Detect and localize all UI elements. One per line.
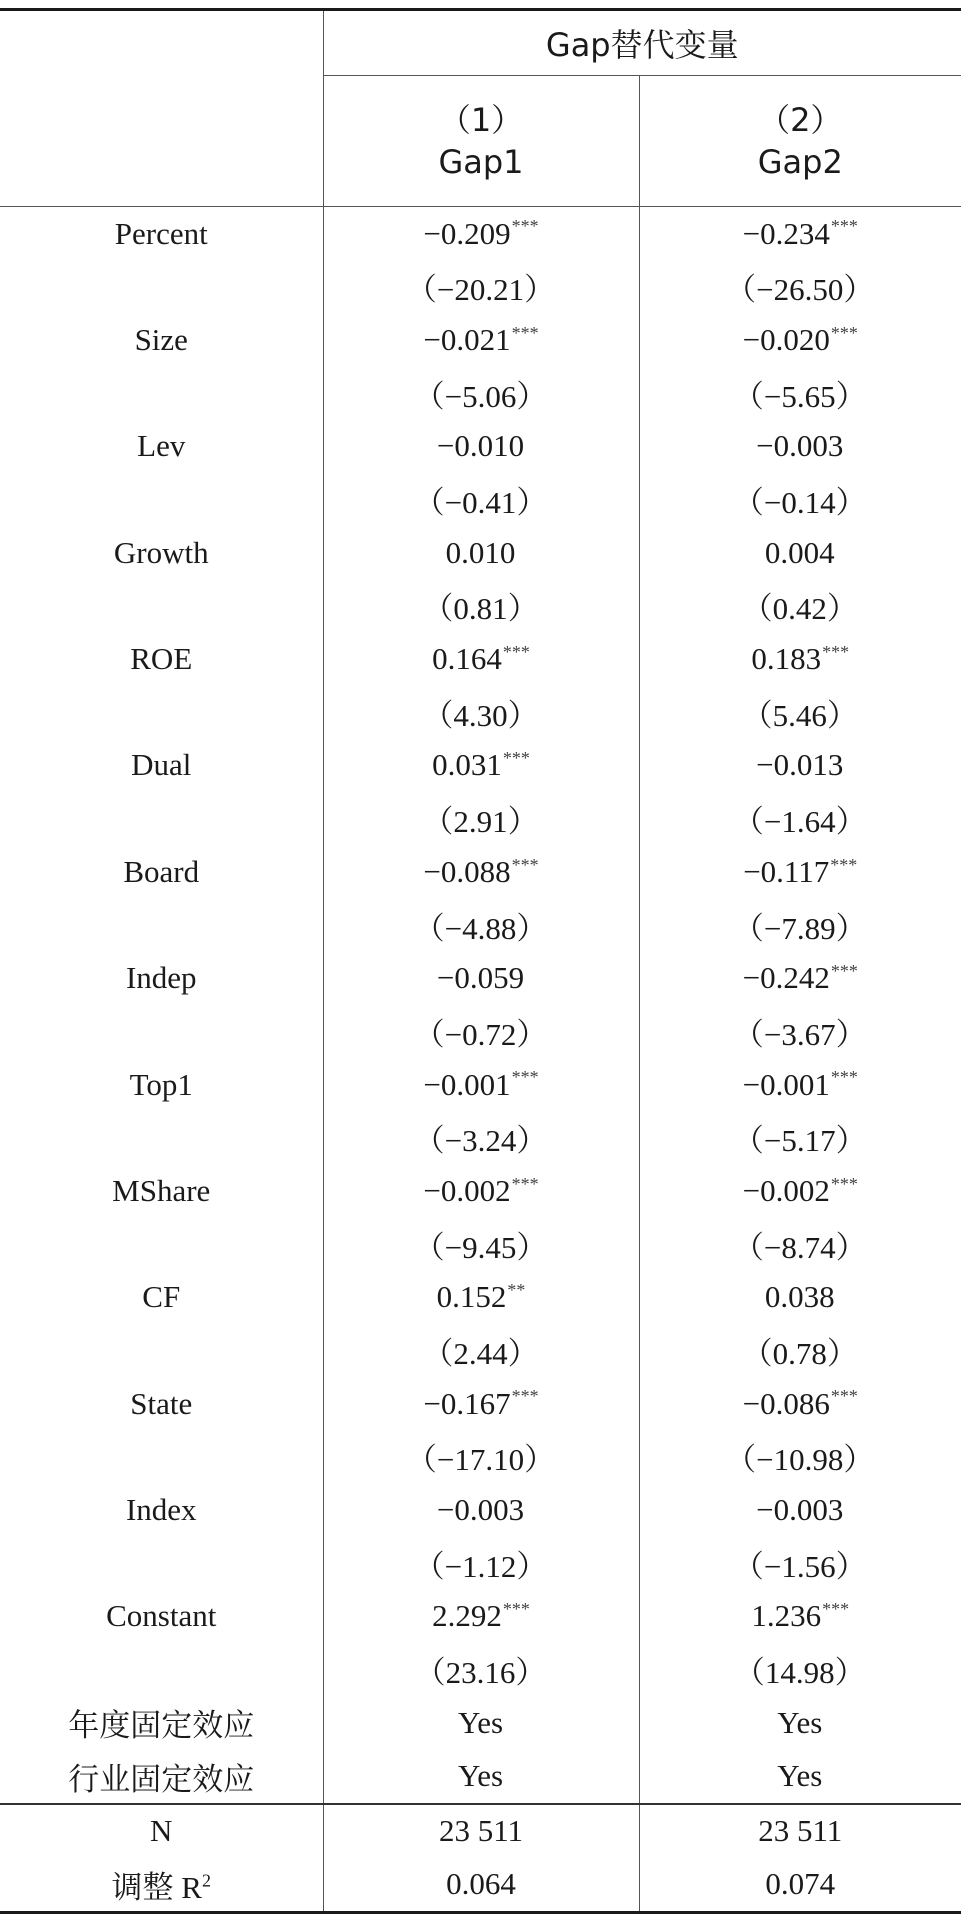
cell-col2 — [639, 1058, 961, 1111]
cell-col2-value: 0.038 — [765, 1279, 835, 1315]
significance-stars: *** — [822, 642, 849, 662]
footer-row — [0, 1858, 961, 1913]
cell-col2-value: （−0.14） — [733, 477, 867, 522]
table-row — [0, 260, 961, 313]
table-row — [0, 1164, 961, 1217]
row-label-value: CF — [142, 1279, 180, 1315]
cell-col1-value: 2.292 — [432, 1598, 502, 1634]
cell-col1 — [323, 313, 639, 366]
table-row — [0, 1324, 961, 1377]
row-label — [0, 1749, 323, 1803]
cell-col2-value: −0.234 — [743, 216, 830, 252]
column-name-2: Gap2 — [640, 141, 961, 183]
cell-col1 — [323, 1484, 639, 1537]
row-label — [0, 739, 323, 792]
cell-col2 — [639, 420, 961, 473]
cell-col1 — [323, 633, 639, 686]
cell-col2-value: Yes — [777, 1705, 822, 1741]
cell-col2 — [639, 686, 961, 739]
cell-col2 — [639, 1164, 961, 1217]
cell-col2 — [639, 739, 961, 792]
cell-col2-value: （−10.98） — [725, 1434, 874, 1479]
column-name-1: Gap1 — [324, 141, 639, 183]
row-label-value: Indep — [126, 960, 197, 996]
cell-col1 — [323, 1377, 639, 1430]
cell-col1-value: （−9.45） — [414, 1222, 548, 1267]
cell-col2 — [639, 473, 961, 526]
cell-col1-value: （−1.12） — [414, 1541, 548, 1586]
cell-col1-value: 0.152 — [437, 1279, 507, 1315]
footer-label-text: N — [150, 1813, 172, 1848]
row-label — [0, 898, 323, 951]
cell-col2-value: （5.46） — [742, 690, 858, 735]
row-label — [0, 792, 323, 845]
significance-stars: *** — [831, 1386, 858, 1406]
cell-col2 — [639, 367, 961, 420]
cell-col2-value: 0.004 — [765, 535, 835, 571]
cell-col2-value: Yes — [777, 1758, 822, 1794]
header-group-row — [0, 10, 961, 76]
cell-col2-value: −0.020 — [743, 322, 830, 358]
cell-col1-value: （0.81） — [422, 583, 538, 628]
table-row — [0, 898, 961, 951]
cell-col2-value: −0.003 — [756, 1492, 843, 1528]
cell-col1 — [323, 1749, 639, 1803]
cell-col1-value: 0.031 — [432, 747, 502, 783]
significance-stars: *** — [831, 323, 858, 343]
row-label-value: Growth — [114, 535, 209, 571]
table-row — [0, 1537, 961, 1590]
cell-col1-value: （−3.24） — [414, 1115, 548, 1160]
cell-col1-value: −0.003 — [437, 1492, 524, 1528]
table-row — [0, 686, 961, 739]
row-label-value: Constant — [106, 1598, 216, 1634]
footer-cell-col1-value: 23 511 — [439, 1813, 523, 1849]
row-label-value: ROE — [130, 641, 192, 677]
row-label-value: Lev — [137, 428, 185, 464]
cell-col2 — [639, 207, 961, 261]
cell-col2-value: （0.78） — [742, 1328, 858, 1373]
cell-col1-value: −0.001 — [423, 1067, 510, 1103]
cell-col1 — [323, 526, 639, 579]
cell-col2-value: （−1.56） — [733, 1541, 867, 1586]
row-label-value: Board — [123, 854, 199, 890]
cell-col2 — [639, 952, 961, 1005]
cell-col2 — [639, 526, 961, 579]
footer-cell-col2-value: 23 511 — [758, 1813, 842, 1849]
cell-col1-value: （2.91） — [422, 796, 538, 841]
cell-col2-value: （−3.67） — [733, 1009, 867, 1054]
cell-col1-value: 0.010 — [446, 535, 516, 571]
significance-stars: *** — [830, 855, 857, 875]
cell-col2 — [639, 260, 961, 313]
footer-cell-col1 — [323, 1804, 639, 1858]
significance-stars: *** — [831, 961, 858, 981]
row-label — [0, 1537, 323, 1590]
cell-col1-value: 0.164 — [432, 641, 502, 677]
cell-col2-value: （−5.65） — [733, 371, 867, 416]
cell-col1 — [323, 952, 639, 1005]
footer-cell-col2-value: 0.074 — [765, 1866, 835, 1902]
cell-col2-value: （−7.89） — [733, 903, 867, 948]
cell-col1 — [323, 1537, 639, 1590]
significance-stars: *** — [503, 748, 530, 768]
row-label — [0, 952, 323, 1005]
cell-col1 — [323, 1058, 639, 1111]
row-label — [0, 313, 323, 366]
cell-col1 — [323, 845, 639, 898]
significance-stars: *** — [512, 216, 539, 236]
table-row — [0, 1430, 961, 1483]
cell-col1-value: （−0.72） — [414, 1009, 548, 1054]
row-label — [0, 686, 323, 739]
regression-table — [0, 8, 961, 1914]
footer-cell-col2 — [639, 1858, 961, 1913]
table-row — [0, 739, 961, 792]
cell-col2 — [639, 1111, 961, 1164]
cell-col2 — [639, 1430, 961, 1483]
table-row — [0, 1271, 961, 1324]
cell-col1 — [323, 686, 639, 739]
column-header-1 — [323, 76, 639, 207]
row-label — [0, 1111, 323, 1164]
table-row — [0, 1749, 961, 1803]
significance-stars: *** — [512, 323, 539, 343]
significance-stars: *** — [512, 1386, 539, 1406]
table-row — [0, 792, 961, 845]
cell-col2 — [639, 1484, 961, 1537]
row-label-value: Size — [135, 322, 188, 358]
cell-col2 — [639, 313, 961, 366]
significance-stars: *** — [831, 1174, 858, 1194]
footer-label-text: 调整 R — [112, 1870, 202, 1905]
table-row — [0, 1218, 961, 1271]
cell-col1 — [323, 1218, 639, 1271]
cell-col1-value: Yes — [458, 1705, 503, 1741]
row-label — [0, 1430, 323, 1483]
row-label — [0, 473, 323, 526]
significance-stars: *** — [503, 1599, 530, 1619]
cell-col2 — [639, 1590, 961, 1643]
significance-stars: *** — [831, 1067, 858, 1087]
cell-col2-value: −0.242 — [743, 960, 830, 996]
cell-col2-value: 1.236 — [751, 1598, 821, 1634]
row-label — [0, 845, 323, 898]
cell-col1-value: −0.010 — [437, 428, 524, 464]
cell-col2-value: （14.98） — [734, 1647, 866, 1692]
table-row — [0, 845, 961, 898]
cell-col1 — [323, 207, 639, 261]
cell-col2-value: 0.183 — [751, 641, 821, 677]
cell-col2 — [639, 1643, 961, 1696]
table-body — [0, 207, 961, 1913]
row-label — [0, 1058, 323, 1111]
cell-col1-value: −0.209 — [423, 216, 510, 252]
table-row — [0, 633, 961, 686]
table-row — [0, 1484, 961, 1537]
cell-col2-value: −0.001 — [743, 1067, 830, 1103]
footer-cell-col1 — [323, 1858, 639, 1913]
cell-col1 — [323, 1111, 639, 1164]
row-label-value: Percent — [115, 216, 208, 252]
cell-col1-value: −0.059 — [437, 960, 524, 996]
cell-col2 — [639, 579, 961, 632]
cell-col1-value: （−4.88） — [414, 903, 548, 948]
table-row — [0, 420, 961, 473]
row-label — [0, 579, 323, 632]
cell-col2 — [639, 898, 961, 951]
cell-col1-value: （2.44） — [422, 1328, 538, 1373]
row-label — [0, 1005, 323, 1058]
row-label — [0, 1271, 323, 1324]
cell-col1 — [323, 1590, 639, 1643]
row-label — [0, 1164, 323, 1217]
cell-col2 — [639, 1005, 961, 1058]
cell-col1-value: −0.088 — [423, 854, 510, 890]
row-label — [0, 1484, 323, 1537]
table-row — [0, 952, 961, 1005]
footer-label — [0, 1804, 323, 1858]
cell-col1 — [323, 420, 639, 473]
table-row — [0, 1111, 961, 1164]
table-row — [0, 1377, 961, 1430]
table-row — [0, 579, 961, 632]
cell-col1-value: −0.167 — [423, 1386, 510, 1422]
table-row — [0, 207, 961, 261]
table-row — [0, 1590, 961, 1643]
cell-col1 — [323, 1271, 639, 1324]
cell-col1 — [323, 1164, 639, 1217]
cell-col2-value: （−1.64） — [733, 796, 867, 841]
cell-col1 — [323, 739, 639, 792]
cell-col2 — [639, 845, 961, 898]
significance-stars: *** — [822, 1599, 849, 1619]
table-row — [0, 1005, 961, 1058]
row-label — [0, 526, 323, 579]
significance-stars: *** — [512, 1174, 539, 1194]
cell-col1 — [323, 792, 639, 845]
cell-col2-value: −0.003 — [756, 428, 843, 464]
cell-col1-value: （23.16） — [415, 1647, 547, 1692]
column-header-2 — [639, 76, 961, 207]
footer-cell-col1-value: 0.064 — [446, 1866, 516, 1902]
significance-stars: *** — [512, 855, 539, 875]
header-group-title: Gap替代变量 — [323, 10, 961, 76]
cell-col2-value: −0.086 — [743, 1386, 830, 1422]
cell-col1 — [323, 1696, 639, 1749]
row-label — [0, 420, 323, 473]
header-columns-row — [0, 76, 961, 207]
row-label — [0, 260, 323, 313]
header-corner-lower — [0, 76, 323, 207]
cell-col1-value: （−17.10） — [406, 1434, 555, 1479]
cell-col2-value: −0.117 — [743, 854, 829, 890]
row-label — [0, 367, 323, 420]
row-label-value: Top1 — [130, 1067, 193, 1103]
cell-col1 — [323, 260, 639, 313]
cell-col2-value: −0.002 — [743, 1173, 830, 1209]
cell-col1 — [323, 367, 639, 420]
cell-col2 — [639, 1271, 961, 1324]
row-label-value: Index — [126, 1492, 197, 1528]
table-row — [0, 367, 961, 420]
cell-col2-value: （0.42） — [742, 583, 858, 628]
row-label — [0, 1696, 323, 1749]
cell-col1-value: Yes — [458, 1758, 503, 1794]
row-label-value: MShare — [112, 1173, 210, 1209]
significance-stars: *** — [831, 216, 858, 236]
cell-col1-value: （−5.06） — [414, 371, 548, 416]
cell-col1-value: −0.021 — [423, 322, 510, 358]
footer-label — [0, 1858, 323, 1913]
cell-col1 — [323, 1430, 639, 1483]
table-row — [0, 1058, 961, 1111]
cell-col1 — [323, 898, 639, 951]
cell-col1-value: （−0.41） — [414, 477, 548, 522]
cell-col1-value: （−20.21） — [406, 264, 555, 309]
row-label-value: State — [130, 1386, 192, 1422]
row-label-value: 年度固定效应 — [68, 1700, 254, 1745]
cell-col2 — [639, 1377, 961, 1430]
cell-col2-value: （−26.50） — [725, 264, 874, 309]
row-label — [0, 633, 323, 686]
cell-col2 — [639, 1696, 961, 1749]
header-corner — [0, 10, 323, 76]
row-label — [0, 1218, 323, 1271]
table-row — [0, 1643, 961, 1696]
row-label — [0, 207, 323, 261]
table-row — [0, 313, 961, 366]
cell-col2 — [639, 1218, 961, 1271]
cell-col1 — [323, 1643, 639, 1696]
cell-col2 — [639, 633, 961, 686]
cell-col1 — [323, 473, 639, 526]
table-row — [0, 1696, 961, 1749]
cell-col1-value: （4.30） — [422, 690, 538, 735]
footer-row — [0, 1804, 961, 1858]
row-label — [0, 1590, 323, 1643]
significance-stars: ** — [507, 1280, 525, 1300]
row-label — [0, 1377, 323, 1430]
footer-label-superscript: 2 — [202, 1871, 211, 1891]
cell-col2 — [639, 1324, 961, 1377]
row-label-value: Dual — [131, 747, 191, 783]
column-number-2: （2） — [640, 99, 961, 141]
cell-col1 — [323, 1005, 639, 1058]
significance-stars: *** — [503, 642, 530, 662]
column-number-1: （1） — [324, 99, 639, 141]
row-label-value: 行业固定效应 — [68, 1754, 254, 1799]
cell-col2-value: −0.013 — [756, 747, 843, 783]
footer-cell-col2 — [639, 1804, 961, 1858]
cell-col2 — [639, 1537, 961, 1590]
cell-col1 — [323, 1324, 639, 1377]
cell-col2 — [639, 792, 961, 845]
row-label — [0, 1643, 323, 1696]
cell-col2-value: （−8.74） — [733, 1222, 867, 1267]
cell-col1-value: −0.002 — [423, 1173, 510, 1209]
table-row — [0, 526, 961, 579]
significance-stars: *** — [512, 1067, 539, 1087]
row-label — [0, 1324, 323, 1377]
cell-col2-value: （−5.17） — [733, 1115, 867, 1160]
cell-col2 — [639, 1749, 961, 1803]
table-row — [0, 473, 961, 526]
cell-col1 — [323, 579, 639, 632]
